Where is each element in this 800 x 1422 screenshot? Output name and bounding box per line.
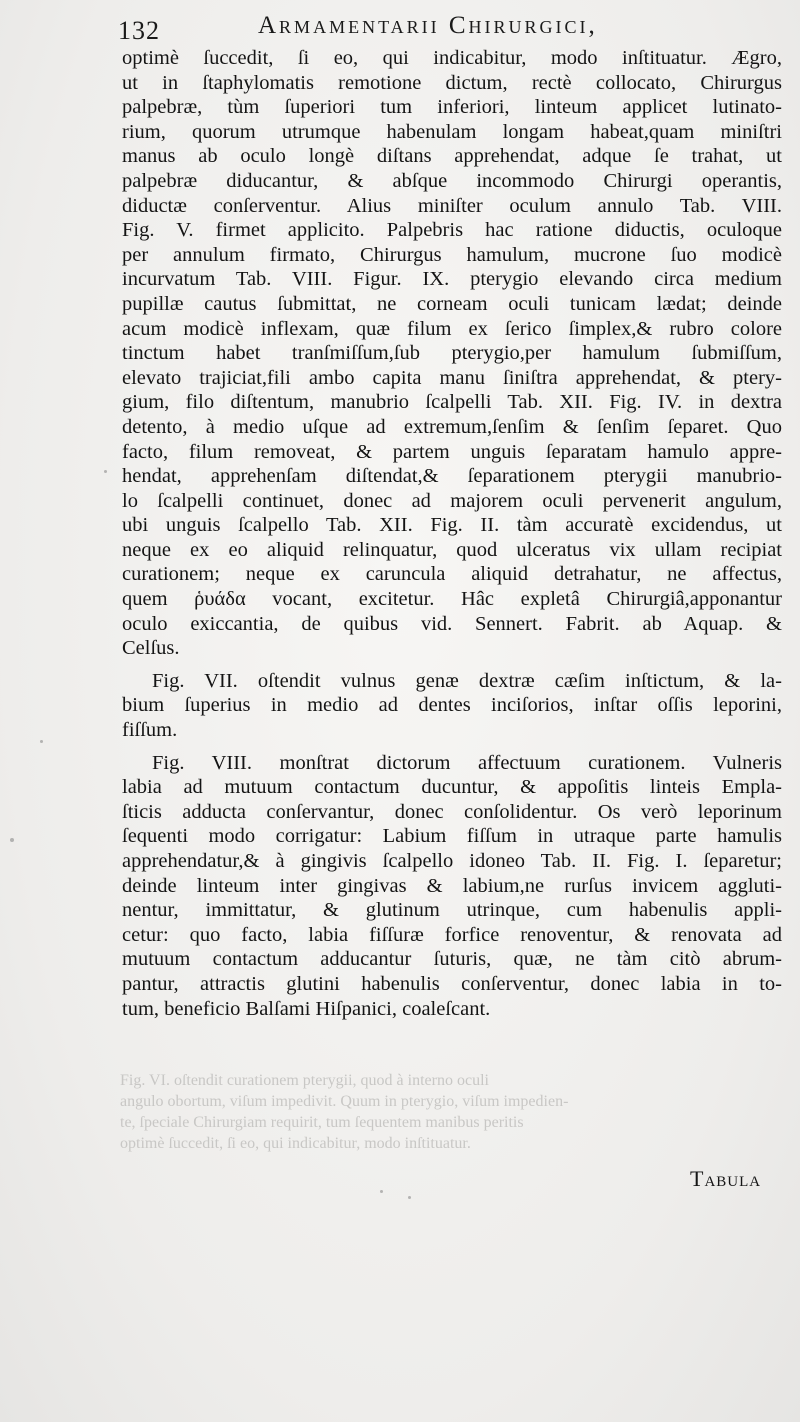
text-line: curationem; neque ex caruncula aliquid detrahatur, ne affectus, (122, 563, 782, 586)
text-line: ut in ſtaphylomatis remotione dictum, rectè collocato, Chirurgus (122, 71, 782, 94)
text-line: elevato trajiciat,fili ambo capita manu ſiniſtra apprehendat, & ptery- (122, 366, 782, 389)
show-through-text (120, 1070, 770, 1190)
text-line: lo ſcalpelli continuet, donec ad majorem oculi pervenerit angulum, (122, 489, 782, 512)
text-line: tinctum habet tranſmiſſum,ſub pterygio,per hamulum ſubmiſſum, (122, 342, 782, 365)
text-line: mutuum contactum adducantur ſuturis, quæ, ne tàm citò abrum- (122, 948, 782, 971)
text-line: cetur: quo facto, labia fiſſuræ forfice renoventur, & renovata ad (122, 923, 782, 946)
ink-speck (40, 740, 43, 743)
text-line: gium, filo diſtentum, manubrio ſcalpelli Tab. XII. Fig. IV. in dextra (122, 391, 782, 414)
text-line: ubi unguis ſcalpello Tab. XII. Fig. II. tàm accuratè excidendus, ut (122, 514, 782, 537)
page-number: 132 (118, 16, 160, 45)
ink-speck (408, 1196, 411, 1199)
text-line: Celſus. (122, 637, 180, 660)
paragraph-1 (122, 46, 782, 661)
text-line: palpebræ diducantur, & abſque incommodo Chirurgi operantis, (122, 169, 782, 192)
text-line: diductæ conſerventur. Alius miniſter oculum annulo Tab. VIII. (122, 194, 782, 217)
text-line: ſticis adducta conſervantur, donec conſolidentur. Os verò leporinum (122, 800, 782, 823)
text-line: incurvatum Tab. VIII. Figur. IX. pterygio elevando circa medium (122, 268, 782, 291)
show-through-line: te, ſpeciale Chirurgiam requirit, tum ſequentem manibus peritis (120, 1114, 524, 1131)
text-line: labia ad mutuum contactum ducuntur, & appoſitis linteis Empla- (122, 776, 782, 799)
show-through-line: angulo obortum, viſum impedivit. Quum in pterygio, viſum impedien- (120, 1093, 569, 1110)
text-line: oculo exiccantia, de quibus vid. Sennert. Fabrit. ab Aquap. & (122, 612, 782, 635)
show-through-line: optimè ſuccedit, ſi eo, qui indicabitur, modo inſtituatur. (120, 1135, 471, 1152)
text-line: apprehendatur,& à gingivis ſcalpello idoneo Tab. II. Fig. I. ſeparetur; (122, 850, 782, 872)
text-line: Fig. VII. oſtendit vulnus genæ dextræ cæſim inſtictum, & la- (152, 669, 782, 692)
text-line: acum modicè inflexam, quæ filum ex ſerico ſimplex,& rubro colore (122, 317, 782, 340)
text-line: facto, filum removeat, & partem unguis ſeparatam hamulo appre- (122, 440, 782, 463)
text-line: pantur, attractis glutini habenulis conſerventur, donec labia in to- (122, 972, 782, 995)
text-line: manus ab oculo longè diſtans apprehendat, adque ſe trahat, ut (122, 145, 782, 168)
ink-speck (104, 470, 107, 473)
show-through-line: Fig. VI. oſtendit curationem pterygii, quod à interno oculi (120, 1072, 489, 1089)
text-line: per annulum firmato, Chirurgus hamulum, mucrone ſuo modicè (122, 243, 782, 266)
text-line: hendat, apprehenſam diſtendat,& ſeparationem pterygii manubrio- (122, 465, 782, 488)
text-line: tum, beneficio Balſami Hiſpanici, coaleſcant. (122, 997, 491, 1020)
text-line: Fig. VIII. monſtrat dictorum affectuum curationem. Vulneris (152, 751, 782, 774)
text-line: quem ῥυάδα vocant, excitetur. Hâc expletâ Chirurgiâ,apponantur (122, 588, 782, 611)
text-line: bium ſuperius in medio ad dentes inciſorios, inſtar oſſis leporini, (122, 694, 782, 717)
text-line: rium, quorum utrumque habenulam longam habeat,quam miniſtri (122, 120, 782, 143)
catchword: Tabula (690, 1166, 762, 1191)
text-line: neque ex eo aliquid relinquatur, quod ulceratus vix ullam recipiat (122, 538, 782, 561)
ink-speck (380, 1190, 383, 1193)
running-title: Armamentarii Chirurgici, (258, 12, 598, 39)
text-line: Fig. V. firmet applicito. Palpebris hac ratione diductis, oculoque (122, 219, 782, 242)
page-header (118, 6, 778, 46)
text-line: nentur, immittatur, & glutinum utrinque, cum habenulis appli- (122, 899, 782, 922)
ink-speck (10, 838, 14, 842)
body-text (122, 46, 782, 1021)
text-line: palpebræ, tùm ſuperiori tum inferiori, linteum applicet lutinato- (122, 96, 782, 119)
text-line: detento, à medio uſque ad extremum,ſenſim & ſenſim ſeparet. Quo (122, 415, 782, 438)
text-line: ſequenti modo corrigatur: Labium fiſſum in utraque parte hamulis (122, 825, 782, 848)
paragraph-2 (122, 669, 782, 743)
paragraph-3 (122, 751, 782, 1022)
text-line: fiſſum. (122, 719, 178, 742)
text-line: pupillæ cautus ſubmittat, ne corneam oculi tunicam lædat; deinde (122, 292, 782, 315)
text-line: optimè ſuccedit, ſi eo, qui indicabitur, modo inſtituatur. Ægro, (122, 47, 782, 69)
text-line: deinde linteum inter gingivas & labium,ne rurſus invicem aggluti- (122, 874, 782, 897)
